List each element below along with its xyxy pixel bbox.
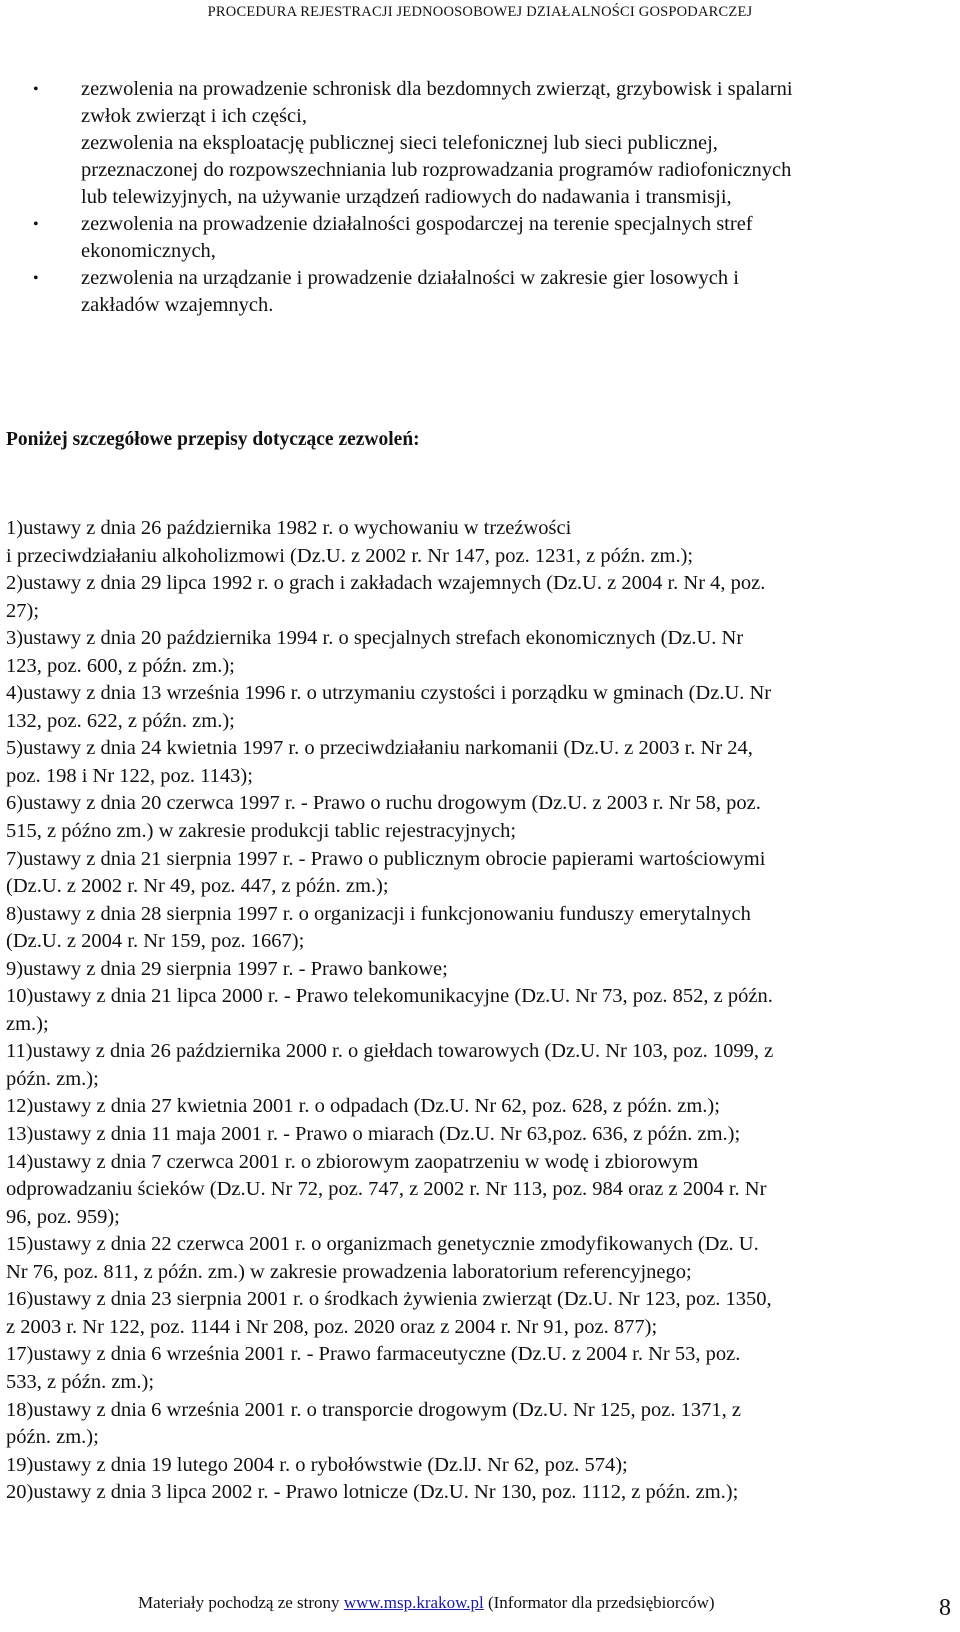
bullet-text-line: zakładów wzajemnych. <box>81 294 274 316</box>
regulation-item <box>6 1121 956 1149</box>
regulation-line: 15)ustawy z dnia 22 czerwca 2001 r. o organizmach genetycznie zmodyfikowanych (Dz. U. <box>6 1233 759 1256</box>
bullet-dot-icon: • <box>33 216 39 233</box>
regulation-line: 16)ustawy z dnia 23 sierpnia 2001 r. o środkach żywienia zwierząt (Dz.U. Nr 123, poz. 1350, <box>6 1288 772 1311</box>
regulation-line: 6)ustawy z dnia 20 czerwca 1997 r. - Prawo o ruchu drogowym (Dz.U. z 2003 r. Nr 58, poz. <box>6 792 761 815</box>
regulation-line: 27); <box>6 599 40 622</box>
bullet-dot-icon: • <box>33 81 39 98</box>
regulation-line: zm.); <box>6 1012 49 1035</box>
bullet-text-line: lub telewizyjnych, na używanie urządzeń radiowych do nadawania i transmisji, <box>81 186 732 208</box>
regulation-item <box>6 1452 956 1480</box>
regulation-line: 96, poz. 959); <box>6 1205 120 1228</box>
section-heading: Poniżej szczegółowe przepisy dotyczące zezwoleń: <box>6 429 420 450</box>
regulation-item <box>6 901 956 956</box>
regulation-item <box>6 1341 956 1396</box>
regulation-line: z 2003 r. Nr 122, poz. 1144 i Nr 208, poz. 2020 oraz z 2004 r. Nr 91, poz. 877); <box>6 1315 658 1338</box>
bullet-item <box>0 211 960 265</box>
bullet-text-line: ekonomicznych, <box>81 240 216 262</box>
bullet-text-line: zezwolenia na eksploatację publicznej sieci telefonicznej lub sieci publicznej, <box>81 132 718 154</box>
permit-bullet-list <box>0 76 960 319</box>
regulation-item <box>6 1286 956 1341</box>
regulation-line: 13)ustawy z dnia 11 maja 2001 r. - Prawo o miarach (Dz.U. Nr 63,poz. 636, z późn. zm.); <box>6 1123 741 1146</box>
regulation-item <box>6 1093 956 1121</box>
regulation-line: 3)ustawy z dnia 20 października 1994 r. o specjalnych strefach ekonomicznych (Dz.U. Nr <box>6 627 744 650</box>
regulation-line: i przeciwdziałaniu alkoholizmowi (Dz.U. z 2002 r. Nr 147, poz. 1231, z późn. zm.); <box>6 544 694 567</box>
regulation-item <box>6 983 956 1038</box>
regulation-line: późn. zm.); <box>6 1426 99 1449</box>
regulation-line: 533, z późn. zm.); <box>6 1370 155 1393</box>
regulation-line: 17)ustawy z dnia 6 września 2001 r. - Prawo farmaceutyczne (Dz.U. z 2004 r. Nr 53, poz. <box>6 1343 741 1366</box>
footer-website-link[interactable]: www.msp.krakow.pl <box>343 1593 484 1612</box>
regulation-line: 5)ustawy z dnia 24 kwietnia 1997 r. o przeciwdziałaniu narkomanii (Dz.U. z 2003 r. Nr 24, <box>6 737 753 760</box>
regulation-line: późn. zm.); <box>6 1067 99 1090</box>
regulation-item <box>6 1231 956 1286</box>
regulation-line: Nr 76, poz. 811, z późn. zm.) w zakresie prowadzenia laboratorium referencyjnego; <box>6 1260 692 1283</box>
regulation-line: 20)ustawy z dnia 3 lipca 2002 r. - Prawo lotnicze (Dz.U. Nr 130, poz. 1112, z późn. zm.); <box>6 1481 739 1504</box>
bullet-item <box>0 76 960 211</box>
regulation-line: 9)ustawy z dnia 29 sierpnia 1997 r. - Prawo bankowe; <box>6 957 448 980</box>
regulation-line: 19)ustawy z dnia 19 lutego 2004 r. o rybołówstwie (Dz.lJ. Nr 62, poz. 574); <box>6 1453 628 1476</box>
regulation-line: 10)ustawy z dnia 21 lipca 2000 r. - Prawo telekomunikacyjne (Dz.U. Nr 73, poz. 852, z późn. <box>6 985 773 1008</box>
bullet-text <box>81 211 957 265</box>
footer-suffix: (Informator dla przedsiębiorców) <box>483 1593 715 1612</box>
page-footer <box>138 1593 715 1613</box>
bullet-text <box>81 76 957 211</box>
page-header-title: PROCEDURA REJESTRACJI JEDNOOSOBOWEJ DZIAŁALNOŚCI GOSPODARCZEJ <box>207 4 753 20</box>
regulation-item <box>6 680 956 735</box>
regulation-line: 7)ustawy z dnia 21 sierpnia 1997 r. - Prawo o publicznym obrocie papierami wartościowymi <box>6 847 766 870</box>
regulation-item <box>6 515 956 570</box>
regulation-line: 2)ustawy z dnia 29 lipca 1992 r. o grach i zakładach wzajemnych (Dz.U. z 2004 r. Nr 4, poz. <box>6 572 766 595</box>
bullet-text-line: zwłok zwierząt i ich części, <box>81 105 307 127</box>
regulation-line: 11)ustawy z dnia 26 października 2000 r. o giełdach towarowych (Dz.U. Nr 103, poz. 1099, z <box>6 1040 774 1063</box>
bullet-text-line: zezwolenia na urządzanie i prowadzenie działalności w zakresie gier losowych i <box>81 267 739 289</box>
regulation-line: 4)ustawy z dnia 13 września 1996 r. o utrzymaniu czystości i porządku w gminach (Dz.U. Nr <box>6 682 772 705</box>
regulations-list <box>6 515 956 1507</box>
regulation-line: odprowadzaniu ścieków (Dz.U. Nr 72, poz. 747, z 2002 r. Nr 113, poz. 984 oraz z 2004 r. Nr <box>6 1178 767 1201</box>
bullet-text-line: zezwolenia na prowadzenie schronisk dla bezdomnych zwierząt, grzybowisk i spalarni <box>81 78 793 100</box>
regulation-line: 14)ustawy z dnia 7 czerwca 2001 r. o zbiorowym zaopatrzeniu w wodę i zbiorowym <box>6 1150 699 1173</box>
regulation-line: 1)ustawy z dnia 26 października 1982 r. o wychowaniu w trzeźwości <box>6 517 572 539</box>
regulation-item <box>6 1149 956 1232</box>
footer-prefix: Materiały pochodzą ze strony <box>138 1593 344 1612</box>
regulation-item <box>6 570 956 625</box>
regulation-line: 123, poz. 600, z późn. zm.); <box>6 654 235 677</box>
page-number: 8 <box>939 1595 951 1621</box>
regulation-line: 12)ustawy z dnia 27 kwietnia 2001 r. o odpadach (Dz.U. Nr 62, poz. 628, z późn. zm.); <box>6 1095 720 1118</box>
regulation-item <box>6 1397 956 1452</box>
regulation-item <box>6 790 956 845</box>
regulation-item <box>6 1479 956 1507</box>
bullet-dot-icon: • <box>33 270 39 287</box>
regulation-item <box>6 956 956 984</box>
bullet-item <box>0 265 960 319</box>
bullet-text <box>81 265 957 319</box>
regulation-item <box>6 846 956 901</box>
regulation-item <box>6 625 956 680</box>
regulation-line: 18)ustawy z dnia 6 września 2001 r. o transporcie drogowym (Dz.U. Nr 125, poz. 1371, z <box>6 1398 741 1421</box>
regulation-line: (Dz.U. z 2004 r. Nr 159, poz. 1667); <box>6 930 305 953</box>
regulation-line: 8)ustawy z dnia 28 sierpnia 1997 r. o organizacji i funkcjonowaniu funduszy emerytalnych <box>6 902 751 925</box>
bullet-text-line: zezwolenia na prowadzenie działalności gospodarczej na terenie specjalnych stref <box>81 213 753 235</box>
regulation-line: 132, poz. 622, z późn. zm.); <box>6 709 235 732</box>
regulation-line: poz. 198 i Nr 122, poz. 1143); <box>6 764 253 787</box>
regulation-item <box>6 1038 956 1093</box>
regulation-line: (Dz.U. z 2002 r. Nr 49, poz. 447, z późn. zm.); <box>6 875 389 898</box>
regulation-item <box>6 735 956 790</box>
bullet-text-line: przeznaczonej do rozpowszechniania lub rozprowadzania programów radiofonicznych <box>81 159 792 181</box>
regulation-line: 515, z późno zm.) w zakresie produkcji tablic rejestracyjnych; <box>6 820 517 843</box>
